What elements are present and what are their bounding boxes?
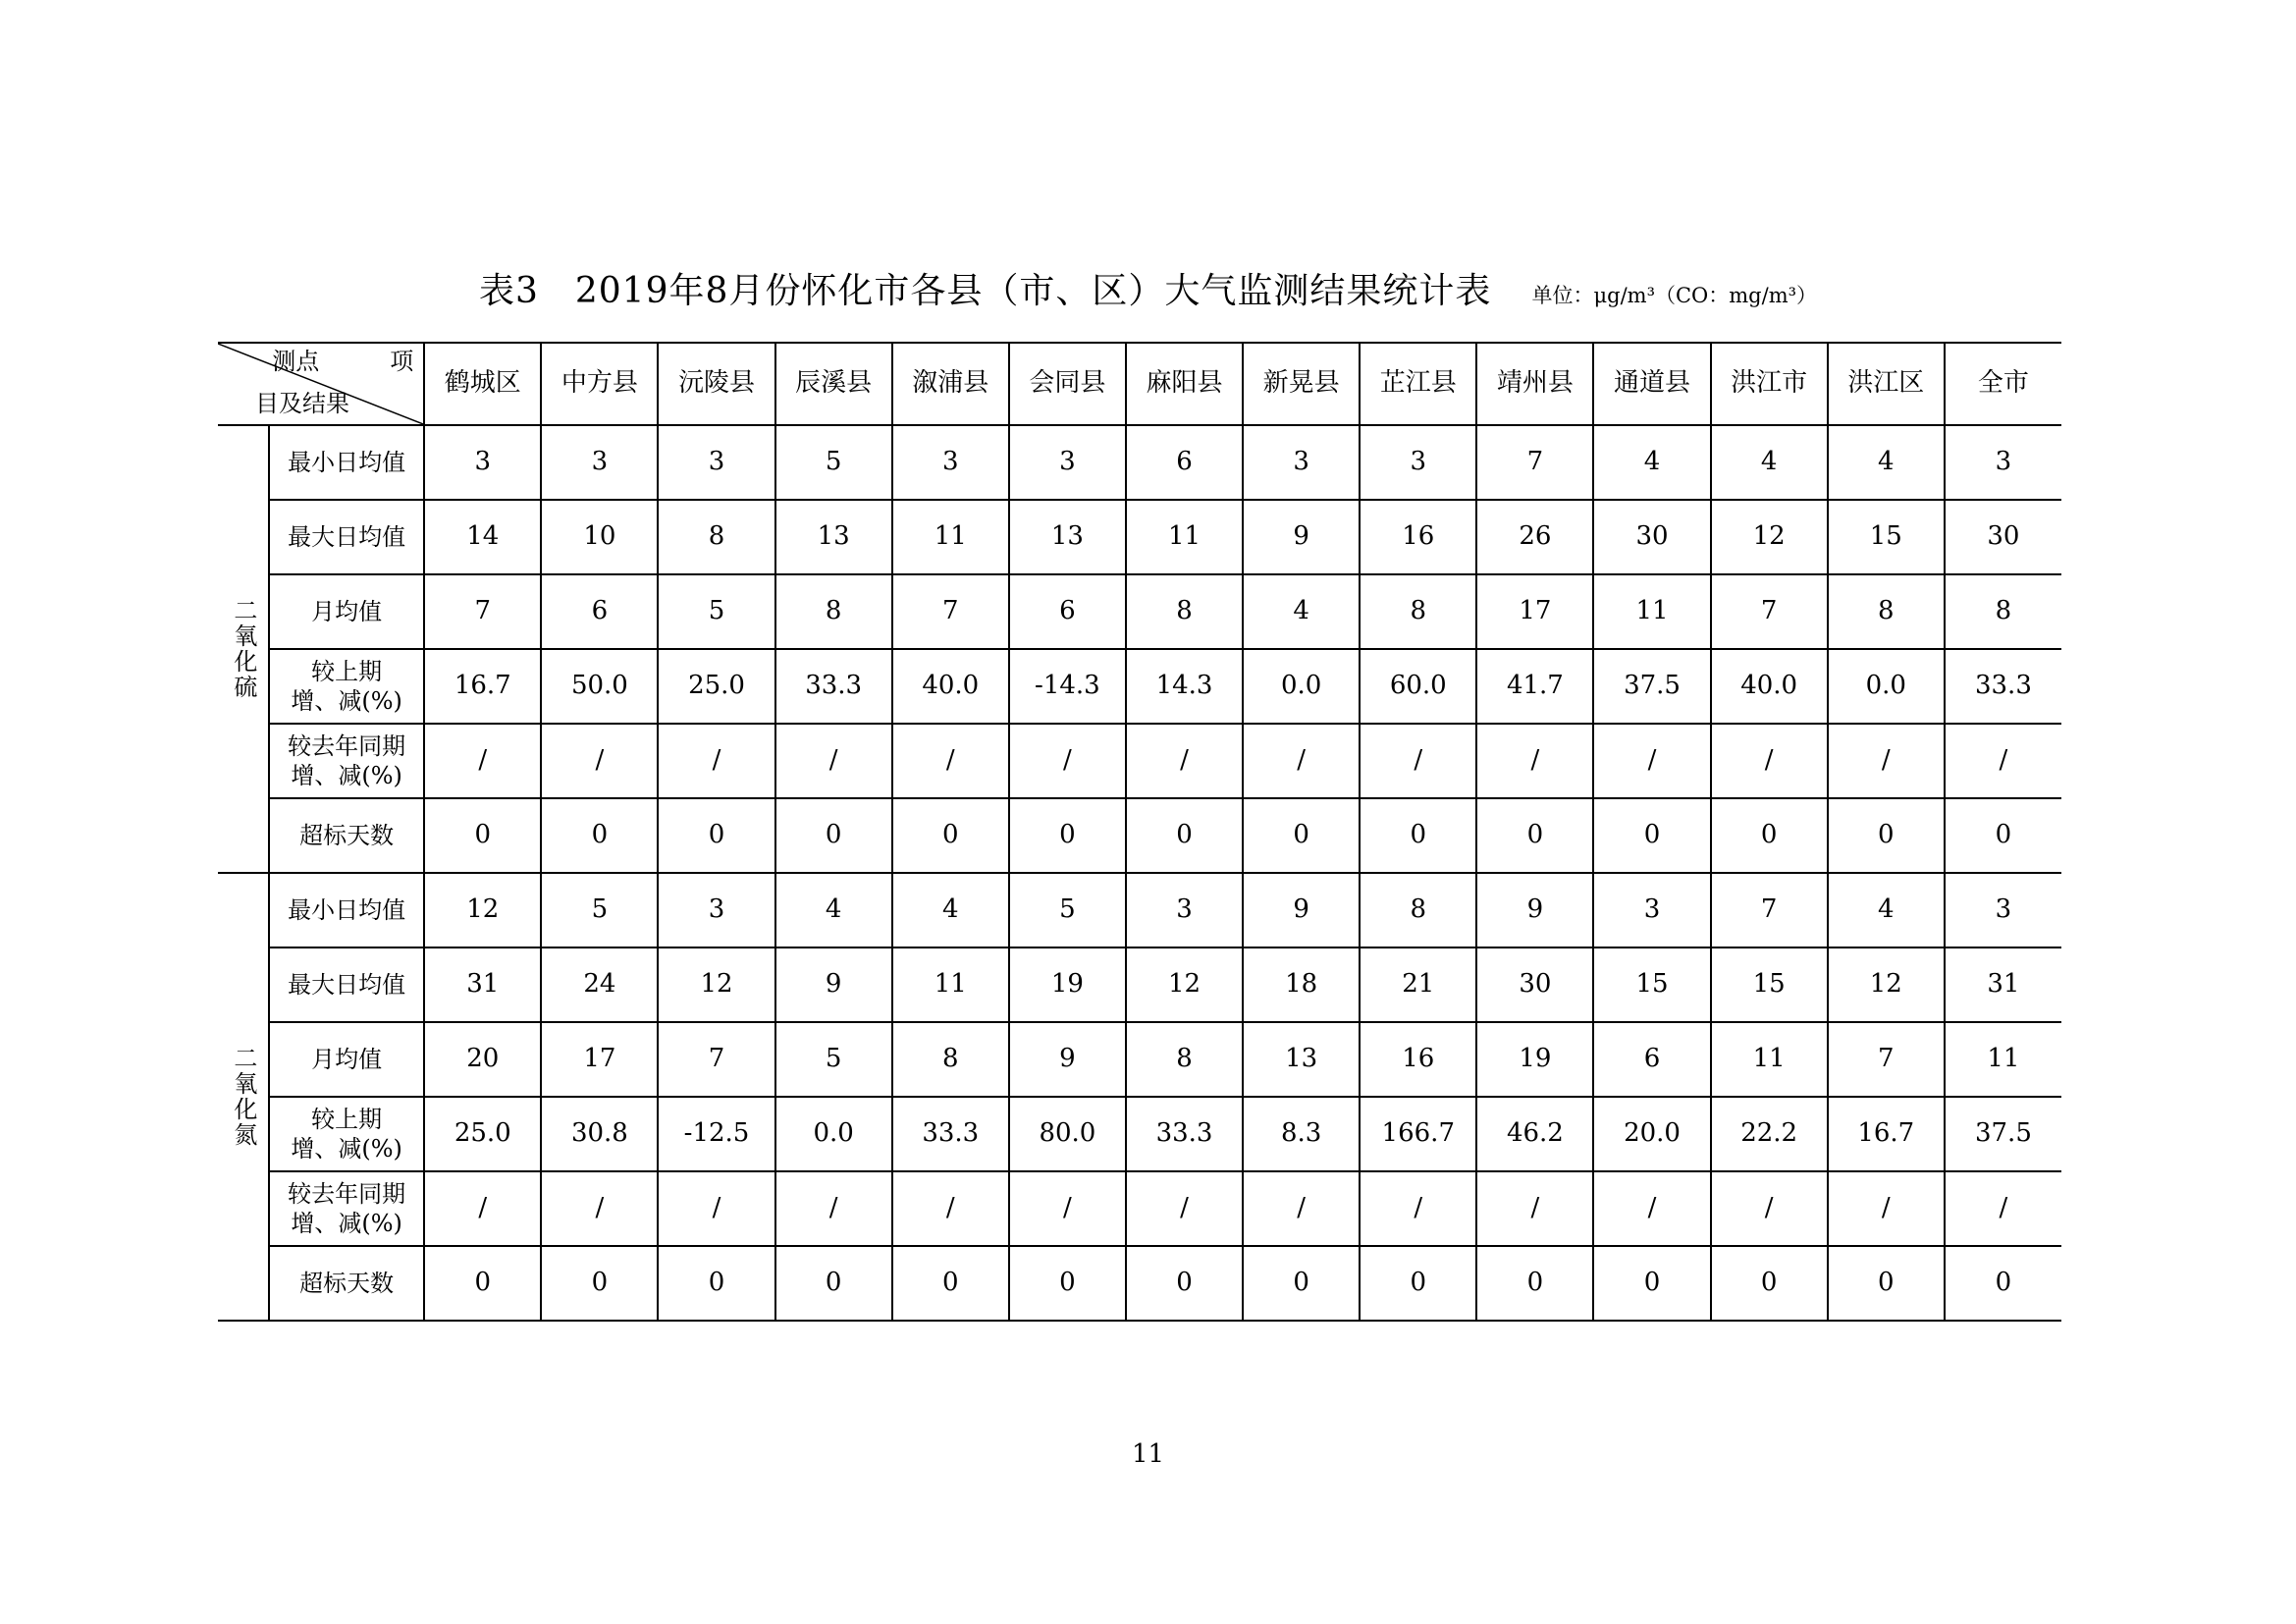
value-cell: / <box>541 724 658 798</box>
unit-note: 单位：μg/m³（CO：mg/m³） <box>1531 284 1818 307</box>
value-cell: 5 <box>775 1022 892 1097</box>
value-cell: 25.0 <box>424 1097 541 1171</box>
value-cell: 3 <box>424 425 541 500</box>
value-cell: 0 <box>1126 798 1243 873</box>
header-row <box>218 343 2061 425</box>
value-cell: 8 <box>1360 873 1476 947</box>
value-cell: 0 <box>541 1246 658 1321</box>
metric-label <box>269 1246 424 1321</box>
metric-label-line: 较上期 <box>311 658 383 685</box>
value-cell: 12 <box>424 873 541 947</box>
value-cell: 15 <box>1828 500 1945 574</box>
value-cell: 7 <box>892 574 1009 649</box>
value-cell: / <box>775 724 892 798</box>
station-header: 洪江区 <box>1828 343 1945 425</box>
value-cell: 5 <box>775 425 892 500</box>
table-title-row <box>0 263 2296 313</box>
value-cell: / <box>1009 724 1126 798</box>
value-cell: 0 <box>1476 1246 1593 1321</box>
value-cell: 16 <box>1360 500 1476 574</box>
value-cell: 37.5 <box>1945 1097 2061 1171</box>
metric-label <box>269 1171 424 1246</box>
value-cell: 30 <box>1945 500 2061 574</box>
value-cell: 4 <box>1593 425 1710 500</box>
value-cell: 8 <box>775 574 892 649</box>
value-cell: / <box>1945 1171 2061 1246</box>
value-cell: / <box>1593 1171 1710 1246</box>
value-cell: 3 <box>1945 873 2061 947</box>
value-cell: 7 <box>1711 873 1828 947</box>
value-cell: 19 <box>1009 947 1126 1022</box>
value-cell: 15 <box>1711 947 1828 1022</box>
value-cell: / <box>892 724 1009 798</box>
value-cell: 0 <box>541 798 658 873</box>
value-cell: / <box>1476 1171 1593 1246</box>
value-cell: 8 <box>1126 574 1243 649</box>
value-cell: 0 <box>1360 798 1476 873</box>
value-cell: 31 <box>424 947 541 1022</box>
value-cell: 0 <box>1243 1246 1360 1321</box>
value-cell: 0 <box>658 1246 774 1321</box>
value-cell: 8 <box>1828 574 1945 649</box>
value-cell: / <box>892 1171 1009 1246</box>
table-body <box>218 425 2061 1321</box>
metric-label-line: 月均值 <box>311 1045 383 1073</box>
value-cell: 3 <box>1945 425 2061 500</box>
value-cell: / <box>1126 1171 1243 1246</box>
value-cell: 24 <box>541 947 658 1022</box>
value-cell: 0 <box>1593 1246 1710 1321</box>
value-cell: 4 <box>1711 425 1828 500</box>
value-cell: 0 <box>1243 798 1360 873</box>
value-cell: 0 <box>424 1246 541 1321</box>
value-cell: 3 <box>1243 425 1360 500</box>
value-cell: / <box>1360 1171 1476 1246</box>
metric-label-line: 最小日均值 <box>288 895 406 924</box>
value-cell: 0 <box>775 798 892 873</box>
value-cell: 5 <box>1009 873 1126 947</box>
table-row <box>218 873 2061 947</box>
station-header: 中方县 <box>541 343 658 425</box>
value-cell: 3 <box>1593 873 1710 947</box>
value-cell: -14.3 <box>1009 649 1126 724</box>
value-cell: 12 <box>1126 947 1243 1022</box>
value-cell: 13 <box>1243 1022 1360 1097</box>
value-cell: 6 <box>1593 1022 1710 1097</box>
value-cell: 3 <box>1126 873 1243 947</box>
metric-label <box>269 724 424 798</box>
value-cell: 0 <box>1828 1246 1945 1321</box>
value-cell: 17 <box>541 1022 658 1097</box>
table-row <box>218 425 2061 500</box>
value-cell: 3 <box>658 425 774 500</box>
value-cell: 7 <box>1476 425 1593 500</box>
value-cell: 22.2 <box>1711 1097 1828 1171</box>
air-monitoring-table <box>218 342 2061 1322</box>
metric-label-line: 较上期 <box>311 1106 383 1133</box>
metric-label-line: 增、减(%) <box>291 1135 402 1163</box>
value-cell: 11 <box>1945 1022 2061 1097</box>
metric-label <box>269 947 424 1022</box>
value-cell: 0 <box>1711 1246 1828 1321</box>
value-cell: 37.5 <box>1593 649 1710 724</box>
value-cell: 12 <box>1828 947 1945 1022</box>
value-cell: 80.0 <box>1009 1097 1126 1171</box>
value-cell: 5 <box>541 873 658 947</box>
value-cell: 11 <box>1593 574 1710 649</box>
value-cell: 19 <box>1476 1022 1593 1097</box>
metric-label <box>269 873 424 947</box>
corner-label-bottom: 目及结果 <box>255 390 349 418</box>
pollutant-group-label: 二氧化氮 <box>218 873 269 1321</box>
value-cell: / <box>775 1171 892 1246</box>
value-cell: 33.3 <box>892 1097 1009 1171</box>
value-cell: 18 <box>1243 947 1360 1022</box>
station-header: 麻阳县 <box>1126 343 1243 425</box>
value-cell: 3 <box>658 873 774 947</box>
station-header: 溆浦县 <box>892 343 1009 425</box>
metric-label-line: 最大日均值 <box>288 970 406 999</box>
metric-label <box>269 425 424 500</box>
table-row <box>218 724 2061 798</box>
value-cell: 8.3 <box>1243 1097 1360 1171</box>
value-cell: 20.0 <box>1593 1097 1710 1171</box>
value-cell: / <box>1711 724 1828 798</box>
value-cell: 0 <box>1945 1246 2061 1321</box>
value-cell: 7 <box>1711 574 1828 649</box>
metric-label-line: 增、减(%) <box>291 687 402 715</box>
value-cell: 11 <box>1711 1022 1828 1097</box>
pollutant-group-label: 二氧化硫 <box>218 425 269 873</box>
value-cell: 13 <box>1009 500 1126 574</box>
value-cell: 0.0 <box>1243 649 1360 724</box>
value-cell: 6 <box>1009 574 1126 649</box>
metric-label-line: 增、减(%) <box>291 762 402 789</box>
value-cell: 33.3 <box>775 649 892 724</box>
value-cell: 33.3 <box>1126 1097 1243 1171</box>
metric-label-line: 较去年同期 <box>288 732 406 760</box>
metric-label-line: 增、减(%) <box>291 1210 402 1237</box>
value-cell: 16.7 <box>424 649 541 724</box>
metric-label <box>269 798 424 873</box>
value-cell: 0 <box>1009 798 1126 873</box>
value-cell: / <box>1945 724 2061 798</box>
value-cell: 40.0 <box>1711 649 1828 724</box>
value-cell: 26 <box>1476 500 1593 574</box>
value-cell: / <box>1476 724 1593 798</box>
value-cell: 13 <box>775 500 892 574</box>
page-number: 11 <box>1131 1439 1165 1469</box>
value-cell: / <box>1126 724 1243 798</box>
value-cell: 7 <box>1828 1022 1945 1097</box>
value-cell: 0.0 <box>775 1097 892 1171</box>
station-header: 新晃县 <box>1243 343 1360 425</box>
station-header: 芷江县 <box>1360 343 1476 425</box>
value-cell: 6 <box>1126 425 1243 500</box>
value-cell: 8 <box>658 500 774 574</box>
value-cell: 4 <box>1828 873 1945 947</box>
table-row <box>218 574 2061 649</box>
value-cell: 0 <box>775 1246 892 1321</box>
table-row <box>218 1097 2061 1171</box>
station-header: 辰溪县 <box>775 343 892 425</box>
value-cell: 0 <box>1828 798 1945 873</box>
value-cell: 0 <box>1126 1246 1243 1321</box>
value-cell: 4 <box>892 873 1009 947</box>
value-cell: 0 <box>1945 798 2061 873</box>
metric-label-line: 最大日均值 <box>288 522 406 551</box>
value-cell: / <box>424 724 541 798</box>
metric-label-line: 月均值 <box>311 597 383 625</box>
value-cell: 0 <box>658 798 774 873</box>
value-cell: 17 <box>1476 574 1593 649</box>
value-cell: / <box>658 724 774 798</box>
value-cell: 46.2 <box>1476 1097 1593 1171</box>
metric-label-line: 较去年同期 <box>288 1180 406 1208</box>
value-cell: / <box>1360 724 1476 798</box>
value-cell: 21 <box>1360 947 1476 1022</box>
value-cell: 0 <box>1476 798 1593 873</box>
value-cell: / <box>1243 1171 1360 1246</box>
value-cell: / <box>1828 1171 1945 1246</box>
table-row <box>218 500 2061 574</box>
metric-label-line: 超标天数 <box>299 1269 395 1297</box>
value-cell: / <box>541 1171 658 1246</box>
station-header: 靖州县 <box>1476 343 1593 425</box>
value-cell: 31 <box>1945 947 2061 1022</box>
metric-label <box>269 1022 424 1097</box>
corner-label-top: 测点 项 <box>272 348 414 375</box>
value-cell: 8 <box>1126 1022 1243 1097</box>
station-header: 沅陵县 <box>658 343 774 425</box>
value-cell: 4 <box>1243 574 1360 649</box>
corner-header-cell <box>218 343 424 425</box>
table-row <box>218 798 2061 873</box>
value-cell: 3 <box>1360 425 1476 500</box>
value-cell: 11 <box>892 947 1009 1022</box>
value-cell: 8 <box>892 1022 1009 1097</box>
value-cell: 0 <box>424 798 541 873</box>
value-cell: 6 <box>541 574 658 649</box>
station-header: 鹤城区 <box>424 343 541 425</box>
metric-label <box>269 500 424 574</box>
value-cell: 40.0 <box>892 649 1009 724</box>
value-cell: 8 <box>1945 574 2061 649</box>
value-cell: -12.5 <box>658 1097 774 1171</box>
value-cell: 9 <box>1243 873 1360 947</box>
value-cell: 50.0 <box>541 649 658 724</box>
value-cell: 3 <box>541 425 658 500</box>
value-cell: 7 <box>424 574 541 649</box>
value-cell: 0 <box>892 798 1009 873</box>
value-cell: 33.3 <box>1945 649 2061 724</box>
station-header: 通道县 <box>1593 343 1710 425</box>
station-header: 洪江市 <box>1711 343 1828 425</box>
value-cell: 12 <box>658 947 774 1022</box>
metric-label-line: 最小日均值 <box>288 448 406 476</box>
value-cell: 25.0 <box>658 649 774 724</box>
value-cell: 16 <box>1360 1022 1476 1097</box>
table-row <box>218 1246 2061 1321</box>
metric-label-line: 超标天数 <box>299 821 395 849</box>
metric-label <box>269 1097 424 1171</box>
metric-label <box>269 649 424 724</box>
table-row <box>218 947 2061 1022</box>
table-row <box>218 649 2061 724</box>
table-row <box>218 1171 2061 1246</box>
value-cell: 20 <box>424 1022 541 1097</box>
value-cell: 0 <box>1009 1246 1126 1321</box>
value-cell: 9 <box>1476 873 1593 947</box>
value-cell: 14 <box>424 500 541 574</box>
value-cell: 30 <box>1476 947 1593 1022</box>
value-cell: 9 <box>1243 500 1360 574</box>
value-cell: / <box>1243 724 1360 798</box>
value-cell: / <box>658 1171 774 1246</box>
value-cell: / <box>1009 1171 1126 1246</box>
value-cell: 9 <box>775 947 892 1022</box>
table-title: 表3 2019年8月份怀化市各县（市、区）大气监测结果统计表 <box>478 271 1492 311</box>
value-cell: 8 <box>1360 574 1476 649</box>
value-cell: / <box>1593 724 1710 798</box>
value-cell: 10 <box>541 500 658 574</box>
value-cell: 0 <box>892 1246 1009 1321</box>
value-cell: / <box>1711 1171 1828 1246</box>
value-cell: 11 <box>1126 500 1243 574</box>
value-cell: 166.7 <box>1360 1097 1476 1171</box>
value-cell: 11 <box>892 500 1009 574</box>
value-cell: 30 <box>1593 500 1710 574</box>
value-cell: 7 <box>658 1022 774 1097</box>
value-cell: 0.0 <box>1828 649 1945 724</box>
value-cell: 0 <box>1711 798 1828 873</box>
metric-label <box>269 574 424 649</box>
value-cell: 14.3 <box>1126 649 1243 724</box>
value-cell: / <box>1828 724 1945 798</box>
value-cell: / <box>424 1171 541 1246</box>
value-cell: 0 <box>1360 1246 1476 1321</box>
value-cell: 5 <box>658 574 774 649</box>
station-header: 全市 <box>1945 343 2061 425</box>
value-cell: 16.7 <box>1828 1097 1945 1171</box>
value-cell: 4 <box>775 873 892 947</box>
value-cell: 30.8 <box>541 1097 658 1171</box>
value-cell: 12 <box>1711 500 1828 574</box>
value-cell: 9 <box>1009 1022 1126 1097</box>
value-cell: 15 <box>1593 947 1710 1022</box>
value-cell: 41.7 <box>1476 649 1593 724</box>
value-cell: 0 <box>1593 798 1710 873</box>
value-cell: 4 <box>1828 425 1945 500</box>
value-cell: 60.0 <box>1360 649 1476 724</box>
table-row <box>218 1022 2061 1097</box>
value-cell: 3 <box>892 425 1009 500</box>
value-cell: 3 <box>1009 425 1126 500</box>
station-header: 会同县 <box>1009 343 1126 425</box>
